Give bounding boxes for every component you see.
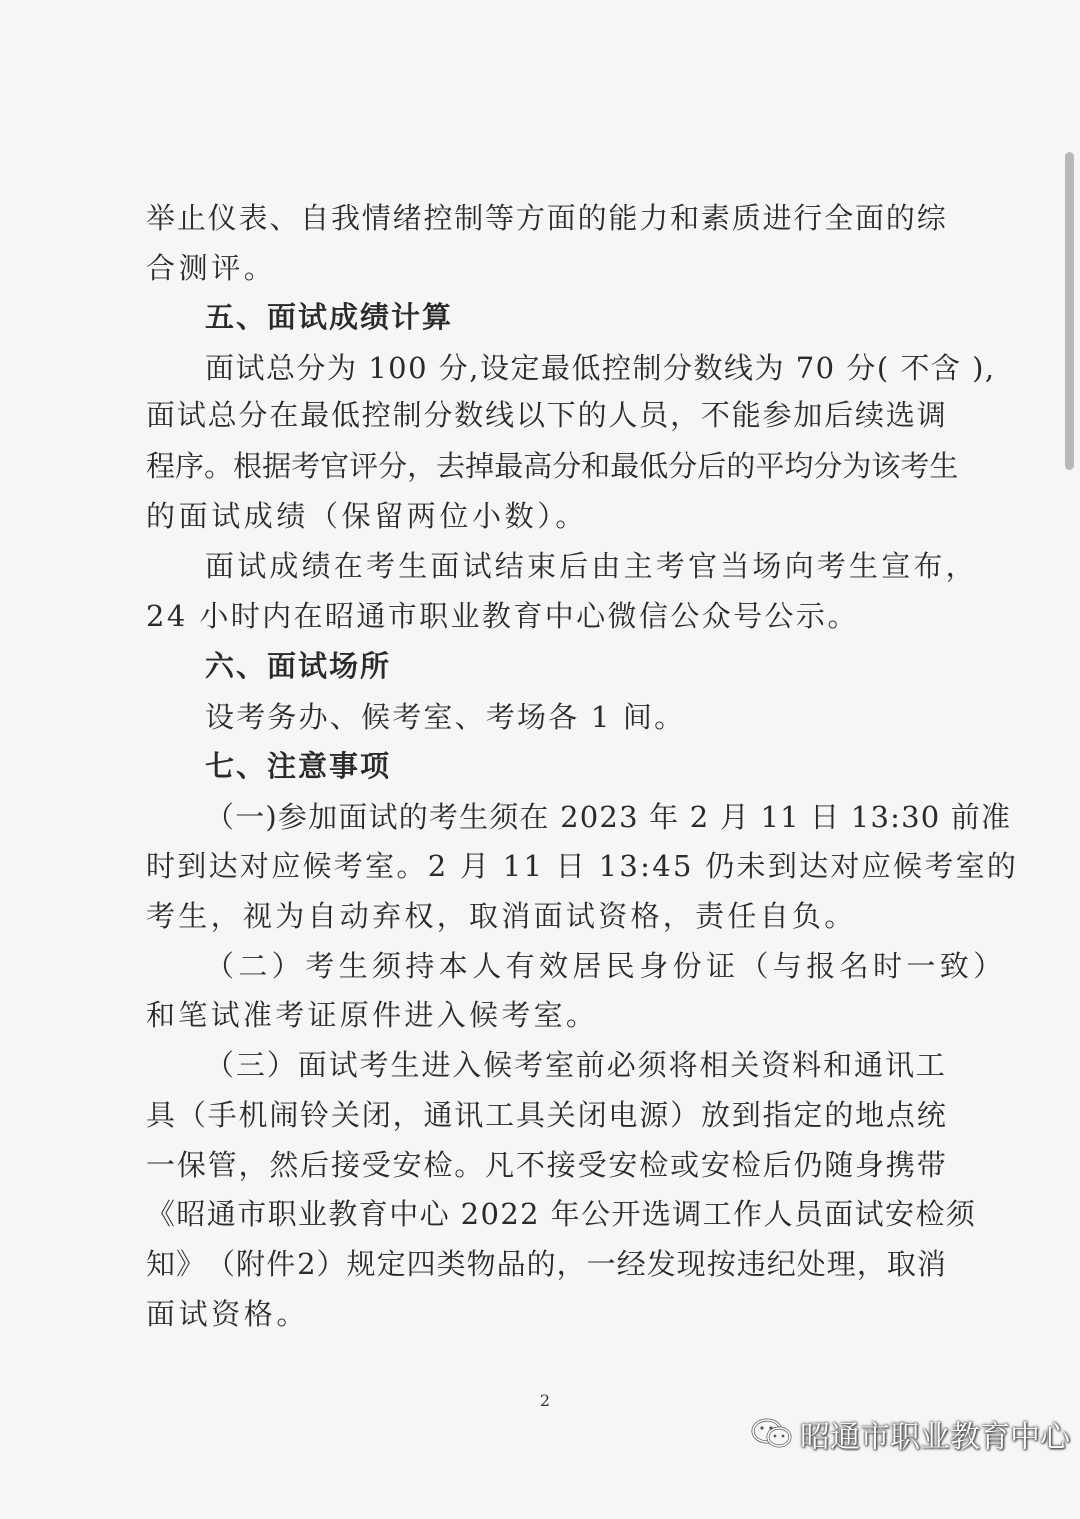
paragraph-line: （ 三 ） 面 试 考 生 进 入 候 考 室 前 必 须 将 相 关 资 料 和 通 讯 工 [205, 1048, 945, 1082]
paragraph-line: 面试成绩在考生面试结束后由主考官当场向考生宣布， [205, 549, 978, 583]
paragraph-line: 设考务办、候考室、考场各 1 间。 [205, 700, 686, 734]
paragraph-line: 和笔试准考证原件进入候考室。 [146, 998, 599, 1032]
watermark-text: 昭通市职业教育中心 [800, 1420, 1070, 1455]
paragraph-line: 程 序 。 根 据 考 官 评 分 ， 去 掉 最 高 分 和 最 低 分 后 的 平 均 分 为 该 考 生 [146, 449, 959, 483]
paragraph-line: 举 止 仪 表 、 自 我 情 绪 控 制 等 方 面 的 能 力 和 素 质 进 行 全 面 的 综 [146, 201, 946, 235]
paragraph-line: 面试资格。 [146, 1297, 310, 1331]
paragraph-line: 考生，视为自动弃权，取消面试资格，责任自负。 [146, 899, 857, 933]
section-heading-7: 七、注意事项 [205, 749, 392, 783]
scrollbar-thumb[interactable] [1065, 152, 1074, 470]
wechat-watermark [750, 1410, 1070, 1458]
paragraph-line: 《昭通市职业教育中心 2022 年公开选调工作人员面试安检须 [146, 1197, 977, 1231]
section-heading-5: 五、面试成绩计算 [205, 300, 454, 334]
paragraph-line: 24 小时内在昭通市职业教育中心微信公众号公示。 [146, 599, 859, 633]
paragraph-line: 时到达对应候考室。2 月 11 日 13:45 仍未到达对应候考室的 [146, 849, 1019, 883]
paragraph-line: 合测评。 [146, 251, 277, 285]
page-number: 2 [539, 1391, 551, 1410]
paragraph-line: 面 试 总 分 在 最 低 控 制 分 数 线 以 下 的 人 员 ， 不 能 参 加 后 续 选 调 [146, 398, 946, 432]
section-heading-6: 六、面试场所 [205, 649, 392, 683]
paragraph-line: 具 （ 手 机 闹 铃 关 闭 ， 通 讯 工 具 关 闭 电 源 ） 放 到 指 定 的 地 点 统 [146, 1098, 946, 1132]
paragraph-line: 知 》 （ 附 件 2 ） 规 定 四 类 物 品 的 ， 一 经 发 现 按 违 纪 处 理 ， 取 消 [146, 1247, 946, 1281]
paragraph-line: （二）考生须持本人有效居民身份证（与报名时一致） [205, 949, 1007, 983]
paragraph-line: 面试总分为 100 分,设定最低控制分数线为 70 分( 不含 ), [205, 351, 996, 385]
wechat-icon [750, 1416, 794, 1452]
paragraph-line: 一 保 管 ， 然 后 接 受 安 检 。 凡 不 接 受 安 检 或 安 检 后 仍 随 身 携 带 [146, 1148, 946, 1182]
paragraph-line: 的面试成绩（保留两位小数）。 [146, 499, 588, 533]
paragraph-line: （一)参加面试的考生须在 2023 年 2 月 11 日 13:30 前准 [205, 800, 1012, 834]
